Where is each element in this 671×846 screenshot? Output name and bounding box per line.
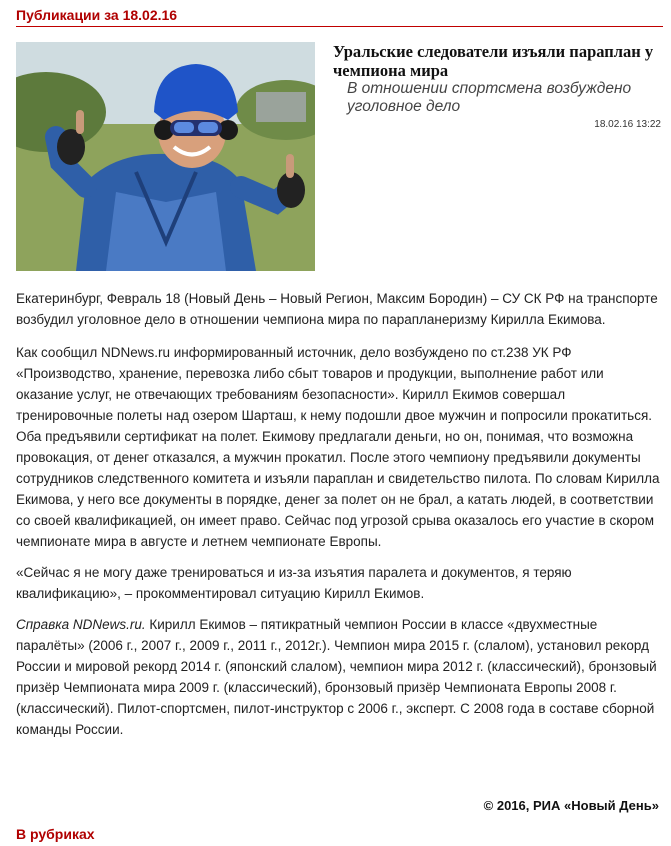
article-paragraph: Как сообщил NDNews.ru информированный источник, дело возбуждено по ст.238 УК РФ «Производство, хранение, перевозка либо сбыт товаров и продукции, выполнение работ или оказание услуг, не отвечающих требованиям безопасности». Кирилл Екимов совершал тренировочные полеты над озером Шарташ, к нему подошли двое мужчин и попросили прокатиться. Оба предъявили сертификат на полет. Екимову предлагали деньги, но он, понимая, что возможна провокация, от денег отказался, а мужчин прокатил. После этого чемпиону предъявили документы сотрудников следственного комитета и изъяли параплан и свидетельство пилота. По словам Кирилла Екимова, у него все документы в порядке, денег за полет он не брал, а катать людей, в соответствии со своей квалификацией, он имеет право. Сейчас под угрозой срыва оказалось его участие в скором чемпионате мира в августе и летнем чемпионате Европы.	[16, 345, 660, 549]
paraglider-pilot-image	[16, 42, 315, 271]
section-header	[16, 6, 663, 27]
article-body	[16, 288, 661, 750]
article-headline[interactable]: Уральские следователи изъяли параплан у чемпиона мира	[333, 42, 654, 80]
section-title[interactable]: Публикации за 18.02.16	[16, 7, 178, 23]
reference-label: Справка NDNews.ru.	[16, 617, 146, 632]
article-reference	[16, 614, 661, 740]
article-lead: В отношении спортсмена возбуждено уголовное дело	[347, 80, 632, 115]
footer-section-title[interactable]: В рубриках	[16, 826, 95, 842]
article-paragraph: Екатеринбург, Февраль 18 (Новый День – Новый Регион, Максим Бородин) – СУ СК РФ на транспорте возбудил уголовное дело в отношении чемпиона мира по парапланеризму Кирилла Екимова.	[16, 291, 658, 327]
article-paragraph: «Сейчас я не могу даже тренироваться и из-за изъятия паралета и документов, я теряю квалификацию», – прокомментировал ситуацию Кирилл Екимов.	[16, 565, 572, 601]
reference-text: Кирилл Екимов – пятикратный чемпион России в классе «двухместные паралёты» (2006 г., 2007 г., 2009 г., 2011 г., 2012г.). Чемпион мира 2015 г. (слалом), установил рекорд России и мировой рекорд 2014 г. (японский слалом), чемпион мира 2012 г. (классический), бронзовый призёр Чемпионата мира 2009 г. (классический), бронзовый призёр Чемпионата Европы 2008 г. (классический). Пилот-спортсмен, пилот-инструктор с 2006 г., эксперт. С 2008 года в составе сборной команды России.	[16, 617, 657, 737]
footer-section-header	[16, 826, 663, 846]
article-date: 18.02.16 13:22	[594, 119, 661, 130]
copyright: © 2016, РИА «Новый День»	[483, 798, 659, 813]
article-photo	[16, 42, 315, 271]
